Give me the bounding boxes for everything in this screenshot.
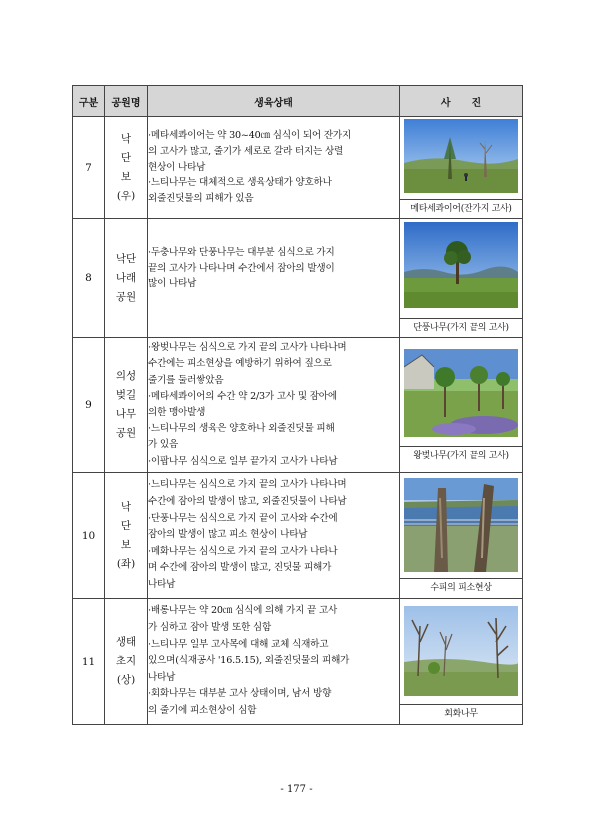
park-name-line: 의성 [115, 370, 137, 382]
park-name [105, 473, 148, 599]
status-line: 며 수간에 잠아의 발생이 많고, 진딧물 피해가 [148, 562, 332, 574]
status-line: ·두충나무와 단풍나무는 대부분 심식으로 가지 [148, 247, 335, 258]
status-line: ·느티나무의 생육은 양호하나 외줄진딧물 피해 [148, 423, 335, 435]
photo-metasequoia [404, 119, 518, 197]
status-line: 현상이 나타남 [148, 161, 206, 173]
status-line: ·메타세콰이어는 약 30~40㎝ 심식이 되어 잔가지 [148, 130, 352, 142]
row-number: 9 [73, 338, 105, 473]
park-name-line: 낙 [120, 132, 132, 145]
status-line: 의 고사가 많고, 줄기가 세로로 갈라 터지는 상렬 [148, 145, 344, 157]
photo-cell [400, 599, 523, 725]
growth-status-text [148, 599, 400, 725]
park-name-line: 단 [120, 519, 132, 532]
park-name-line: 초지 [115, 655, 137, 667]
status-line: 줄기를 둘러쌓았음 [148, 374, 224, 386]
row-number: 10 [73, 473, 105, 599]
status-line: 외줄진딧물의 피해가 있음 [148, 193, 254, 205]
photo-cell [400, 473, 523, 599]
status-line: ·메화나무는 심식으로 가지 끝의 고사가 나타나 [148, 545, 338, 557]
header-growth-status: 생육상태 [148, 86, 400, 117]
status-line: 있으며(식재공사 '16.5.15), 외줄진딧물의 피해가 [148, 655, 350, 667]
photo-bark-sunscald [404, 478, 518, 576]
row-number: 7 [73, 117, 105, 219]
park-name [105, 219, 148, 338]
status-line: ·단풍나무는 심식으로 가지 끝이 고사와 수간에 [148, 512, 338, 524]
table-row [73, 473, 523, 599]
park-name-line: 단 [120, 151, 132, 164]
park-name [105, 117, 148, 219]
park-name-line: 보 [120, 170, 132, 183]
photo-cherry [404, 349, 518, 441]
status-line: ·메타세콰이어의 수간 약 2/3가 고사 및 잠아에 [148, 390, 337, 402]
photo-caption: 수피의 피소현상 [400, 578, 522, 597]
park-name-line: 낙 [120, 500, 132, 513]
status-line: 나타남 [148, 578, 176, 590]
status-line: 의 줄기에 피소현상이 심함 [148, 704, 257, 716]
table-row [73, 117, 523, 219]
header-category: 구분 [73, 86, 105, 117]
table-header-row [73, 86, 523, 117]
park-name-line: 나래 [115, 271, 137, 284]
park-name-line: (우) [116, 189, 136, 202]
table-row [73, 219, 523, 338]
status-line: ·느티나무 일부 고사목에 대해 교체 식재하고 [148, 638, 329, 650]
park-name-line: 공원 [115, 290, 137, 303]
status-line: ·느티나무는 대체적으로 생육상태가 양호하나 [148, 177, 332, 189]
park-name-line: 생태 [115, 636, 137, 648]
growth-status-text [148, 219, 400, 338]
status-line: 잠아의 발생이 많고 피소 현상이 나타남 [148, 529, 308, 541]
status-line: 가 있음 [148, 439, 179, 451]
status-line: 나타남 [148, 671, 176, 683]
status-line: 수간에 잠아의 발생이 많고, 외줄진딧물이 나타남 [148, 496, 347, 508]
status-line: 가 심하고 잠아 발생 또한 심함 [148, 622, 272, 634]
photo-cell [400, 117, 523, 219]
park-name [105, 338, 148, 473]
park-name-line: 공원 [115, 427, 137, 439]
photo-cell [400, 338, 523, 473]
table-row [73, 338, 523, 473]
row-number: 8 [73, 219, 105, 338]
photo-cell [400, 219, 523, 338]
growth-status-text [148, 473, 400, 599]
status-line: ·왕벚나무는 심식으로 가지 끝의 고사가 나타나며 [148, 342, 347, 354]
header-park-name: 공원명 [105, 86, 148, 117]
photo-pagoda-tree [404, 606, 518, 700]
status-line: ·느티나무는 심식으로 가지 끝의 고사가 나타나며 [148, 479, 347, 491]
photo-caption: 단풍나무(가지 끝의 고사) [400, 318, 522, 337]
park-name-line: 나무 [115, 408, 137, 420]
photo-caption: 왕벚나무(가지 끝의 고사) [400, 446, 522, 465]
status-line: ·이팝나무 심식으로 일부 끝가지 고사가 나타남 [148, 455, 338, 467]
growth-status-text [148, 338, 400, 473]
growth-status-table [72, 85, 523, 725]
photo-maple [404, 222, 518, 312]
park-name-line: 벚길 [115, 389, 137, 401]
status-line: 끝의 고사가 나타나며 수간에서 잠아의 발생이 [148, 262, 335, 274]
status-line: ·배롱나무는 약 20㎝ 심식에 의해 가지 끝 고사 [148, 605, 338, 617]
status-line: 의한 맹아발생 [148, 407, 206, 418]
status-line: ·회화나무는 대부분 고사 상태이며, 남서 방향 [148, 688, 332, 700]
growth-status-text [148, 117, 400, 219]
park-name-line: (좌) [116, 557, 136, 570]
table-row [73, 599, 523, 725]
row-number: 11 [73, 599, 105, 725]
photo-caption: 회화나무 [400, 704, 522, 723]
page-number: - 177 - [280, 784, 313, 795]
header-photo: 사 진 [400, 86, 523, 117]
status-line: 수간에는 피소현상을 예방하기 위하여 짚으로 [148, 358, 332, 370]
park-name-line: (상) [116, 674, 136, 686]
park-name [105, 599, 148, 725]
park-name-line: 보 [120, 538, 132, 551]
park-name-line: 낙단 [115, 252, 137, 265]
status-line: 많이 나타남 [148, 278, 197, 290]
photo-caption: 메타세콰이어(잔가지 고사) [400, 199, 522, 218]
